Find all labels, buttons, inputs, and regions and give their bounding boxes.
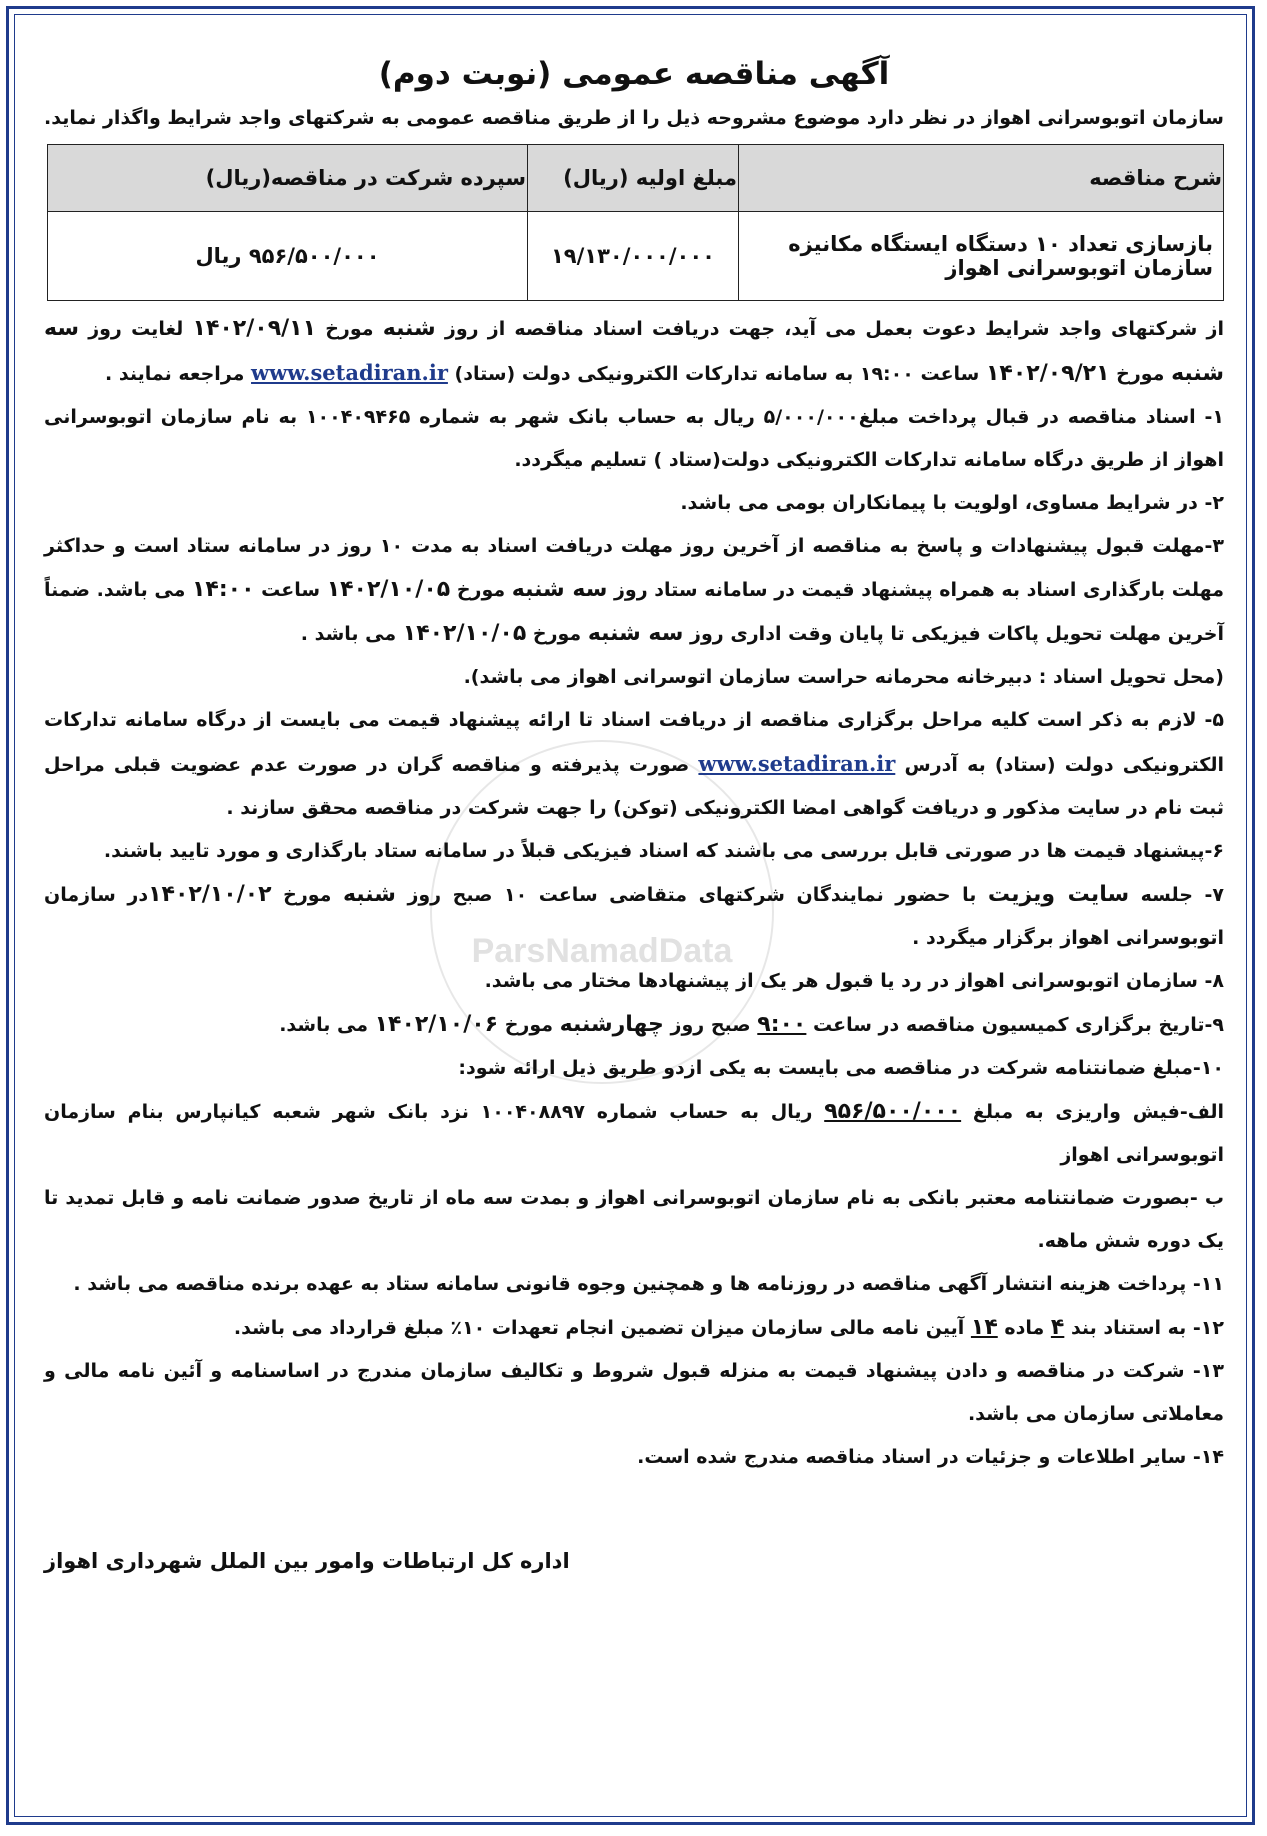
item-14: ۱۴- سایر اطلاعات و جزئیات در اسناد مناقصه مندرج شده است.: [637, 1446, 1224, 1468]
item-10: ۱۰-مبلغ ضمانتنامه شرکت در مناقصه می بایست به یکی ازدو طریق ذیل ارائه شود:: [458, 1057, 1224, 1079]
item-6: ۶-پیشنهاد قیمت ها در صورتی قابل بررسی می باشند که اسناد فیزیکی قبلاً در سامانه ستاد بارگذاری و مورد تایید باشند.: [103, 840, 1224, 862]
header-initial-amount: مبلغ اولیه (ریال): [528, 145, 739, 212]
item-13: ۱۳- شرکت در مناقصه و دادن پیشنهاد قیمت به منزله قبول شروط و تکالیف سازمان مندرج در اساسنامه و آئین نامه مالی و معاملاتی سازمان می باشد.: [44, 1360, 1224, 1425]
tender-table: [47, 144, 1224, 301]
header-description: شرح مناقصه: [739, 145, 1224, 212]
signature: اداره کل ارتباطات وامور بین الملل شهرداری اهواز: [44, 1549, 570, 1573]
item-10-a: الف-فیش واریزی به مبلغ ۹۵۶/۵۰۰/۰۰۰ ریال به حساب شماره ۱۰۰۴۰۸۸۹۷ نزد بانک شهر شعبه کیانپارس بنام سازمان اتوبوسرانی اهواز: [44, 1099, 1224, 1166]
tender-notice: [44, 52, 1224, 1573]
invitation-paragraph: از شرکتهای واجد شرایط دعوت بعمل می آید، جهت دریافت اسناد مناقصه از روز شنبه مورخ ۱۴۰۲/۰۹/۱۱ لغایت روز سه شنبه مورخ ۱۴۰۲/۰۹/۲۱ ساعت ۱۹:۰۰ به سامانه تدارکات الکترونیکی دولت (ستاد) www.setadiran.ir مراجعه نمایند .: [44, 316, 1224, 386]
item-11: ۱۱- پرداخت هزینه انتشار آگهی مناقصه در روزنامه ها و همچنین وجوه قانونی سامانه ستاد به عهده برنده مناقصه می باشد .: [73, 1273, 1224, 1295]
cell-initial-amount: ۱۹/۱۳۰/۰۰۰/۰۰۰: [528, 212, 739, 301]
item-2: ۲- در شرایط مساوی، اولویت با پیمانکاران بومی می باشد.: [680, 492, 1224, 514]
watermark-text: ParsNamadData: [471, 932, 733, 970]
item-4: (محل تحویل اسناد : دبیرخانه محرمانه حراست سازمان اتوسرانی اهواز می باشد).: [463, 666, 1224, 688]
setadiran-link[interactable]: www.setadiran.ir: [251, 360, 448, 385]
item-5: ۵- لازم به ذکر است کلیه مراحل برگزاری مناقصه از دریافت اسناد تا ارائه پیشنهاد قیمت می بایست از درگاه سامانه تدارکات الکترونیکی دولت (ستاد) به آدرس www.setadiran.ir صورت پذیرفته و مناقصه گران در صورت عدم عضویت قبلی مراحل ثبت نام در سایت مذکور و دریافت گواهی امضا الکترونیکی (توکن) را جهت شرکت در مناقصه محقق سازند .: [44, 709, 1225, 819]
item-12: ۱۲- به استناد بند ۴ ماده ۱۴ آیین نامه مالی سازمان میزان تضمین انجام تعهدات ۱۰٪ مبلغ قرارداد می باشد.: [233, 1315, 1224, 1340]
item-10-b: ب -بصورت ضمانتنامه معتبر بانکی به نام سازمان اتوبوسرانی اهواز و بمدت سه ماه از تاریخ صدور ضمانت نامه و قابل تمدید تا یک دوره شش ماهه.: [44, 1187, 1224, 1252]
table-header-row: [48, 145, 1224, 212]
item-7: ۷- جلسه سایت ویزیت با حضور نمایندگان شرکتهای متقاضی ساعت ۱۰ صبح روز شنبه مورخ ۱۴۰۲/۱۰/۰۲در سازمان اتوبوسرانی اهواز برگزار میگردد .: [44, 882, 1224, 949]
cell-deposit: ۹۵۶/۵۰۰/۰۰۰ ریال: [48, 212, 528, 301]
item-8: ۸- سازمان اتوبوسرانی اهواز در رد یا قبول هر یک از پیشنهادها مختار می باشد.: [484, 970, 1224, 992]
item-3: ۳-مهلت قبول پیشنهادات و پاسخ به مناقصه از آخرین روز مهلت دریافت اسناد به مدت ۱۰ روز در سامانه ستاد است و حداکثر مهلت بارگذاری اسناد به همراه پیشنهاد قیمت در سامانه ستاد روز سه شنبه مورخ ۱۴۰۲/۱۰/۰۵ ساعت ۱۴:۰۰ می باشد. ضمناً آخرین مهلت تحویل پاکات فیزیکی تا پایان وقت اداری روز سه شنبه مورخ ۱۴۰۲/۱۰/۰۵ می باشد .: [44, 535, 1224, 646]
item-1: ۱- اسناد مناقصه در قبال پرداخت مبلغ۵/۰۰۰/۰۰۰ ریال به حساب بانک شهر به شماره ۱۰۰۴۰۹۴۶۵ به نام سازمان اتوبوسرانی اهواز از طریق درگاه سامانه تدارکات الکترونیکی دولت(ستاد ) تسلیم میگردد.: [44, 406, 1224, 471]
cell-description: بازسازی تعداد ۱۰ دستگاه ایستگاه مکانیزه سازمان اتوبوسرانی اهواز: [739, 212, 1224, 301]
setadiran-link-2[interactable]: www.setadiran.ir: [698, 751, 896, 776]
item-9: ۹-تاریخ برگزاری کمیسیون مناقصه در ساعت ۹:۰۰ صبح روز چهارشنبه مورخ ۱۴۰۲/۱۰/۰۶ می باشد.: [279, 1012, 1224, 1037]
header-deposit: سپرده شرکت در مناقصه(ریال): [48, 145, 528, 212]
notice-title: آگهی مناقصه عمومی (نوبت دوم): [378, 56, 890, 92]
notice-intro: سازمان اتوبوسرانی اهواز در نظر دارد موضوع مشروحه ذیل را از طریق مناقصه عمومی به شرکتهای واجد شرایط واگذار نماید.: [44, 107, 1224, 129]
table-row: [48, 212, 1224, 301]
